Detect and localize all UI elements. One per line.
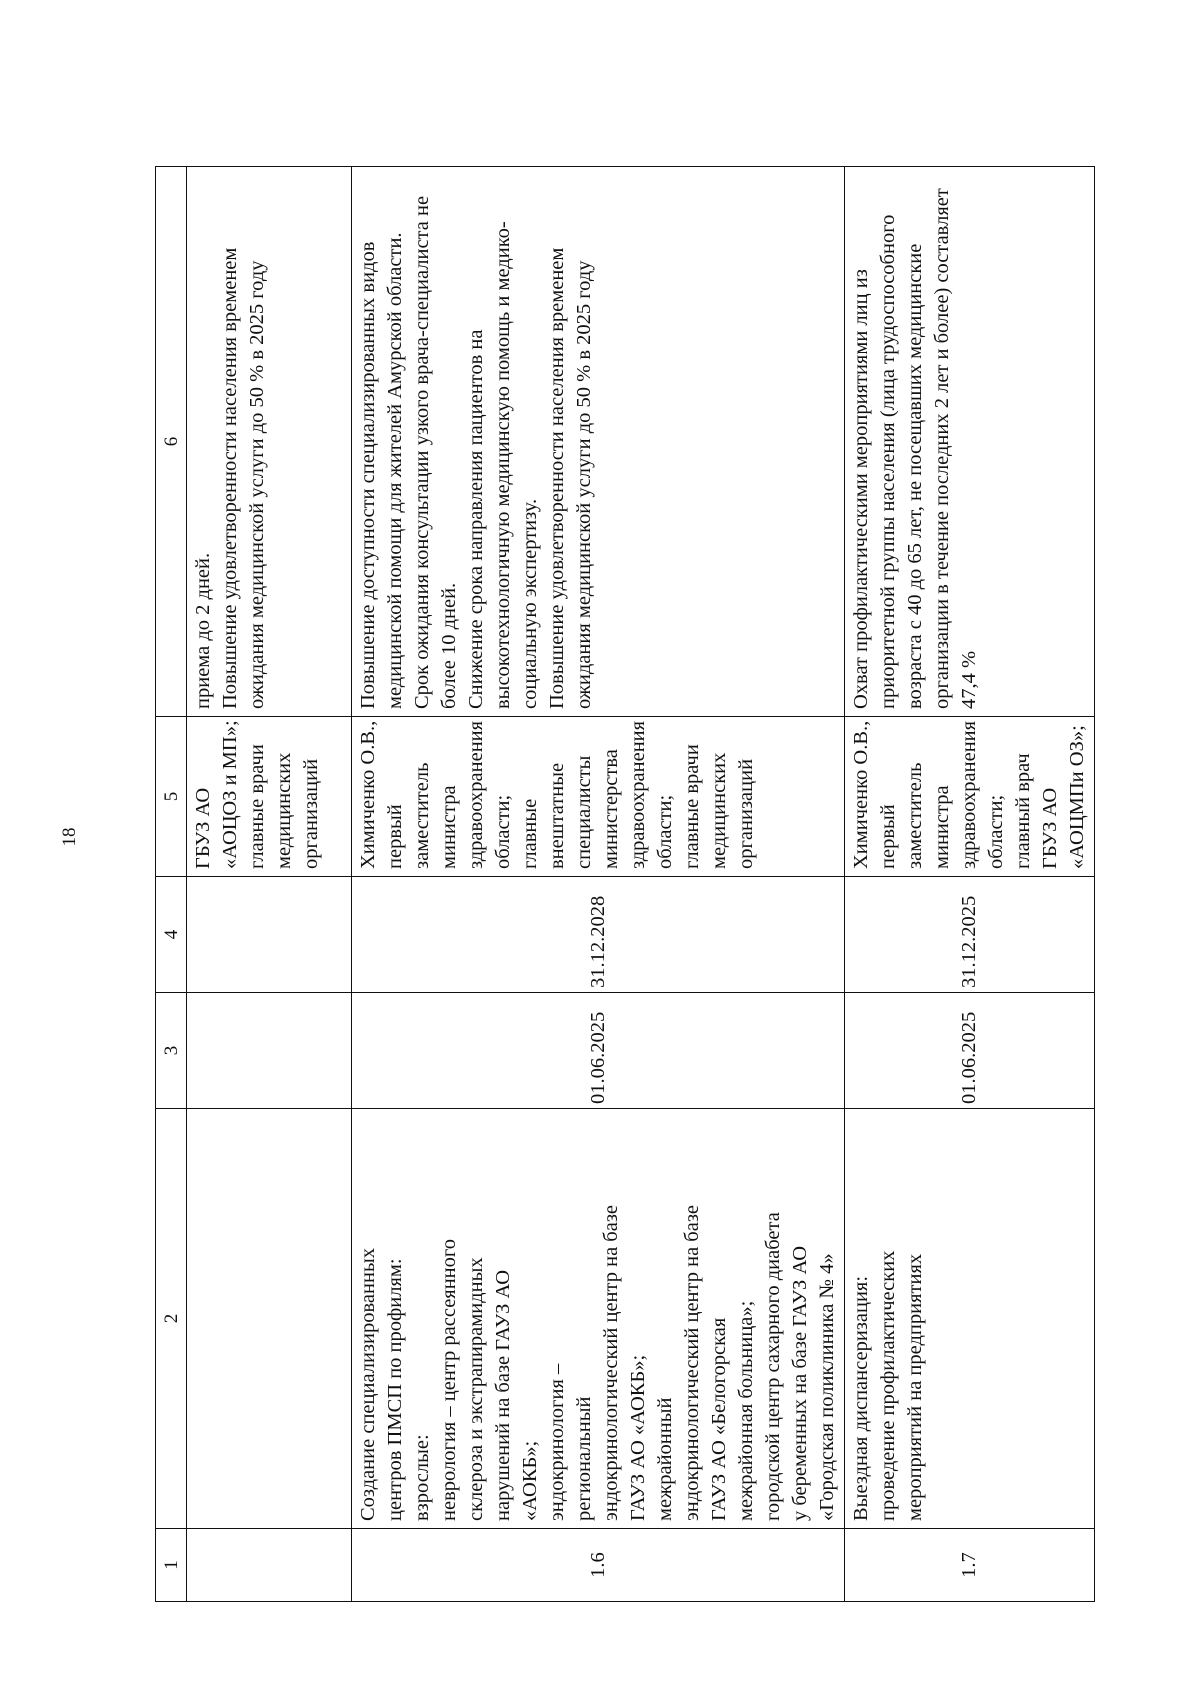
text-line: организаций bbox=[735, 758, 757, 869]
text-line: области; bbox=[985, 794, 1007, 869]
text-line: склероза и экстрапирамидных bbox=[465, 1257, 487, 1521]
text-line: здравоохранения bbox=[627, 720, 649, 869]
text-line: «АОЦМПи ОЗ»; bbox=[1066, 725, 1088, 869]
text-line: взрослые: bbox=[411, 1434, 433, 1521]
page-number: 18 bbox=[59, 827, 80, 847]
text-line: Снижение срока направления пациентов на высокотехнологичную медицинскую помощь и медико-социальную экспертизу. bbox=[465, 221, 541, 709]
result-cell bbox=[352, 167, 845, 717]
text-line: «АОКБ»; bbox=[519, 1440, 541, 1521]
table-row bbox=[352, 167, 845, 1602]
measure-cell bbox=[187, 1109, 352, 1529]
text-line: ГБУЗ АО bbox=[1039, 787, 1061, 869]
text-line: городской центр сахарного диабета bbox=[762, 1212, 784, 1521]
start-date: 01.06.2025 bbox=[352, 993, 845, 1109]
text-line: ГБУЗ АО bbox=[192, 787, 214, 869]
text-line: министерства bbox=[600, 749, 622, 869]
end-date: 31.12.2025 bbox=[845, 877, 1095, 993]
text-line: мероприятий на предприятиях bbox=[904, 1253, 926, 1521]
header-row bbox=[156, 167, 187, 1602]
text-line: эндокринологический центр на базе bbox=[600, 1204, 622, 1521]
text-line: министра bbox=[438, 785, 460, 869]
header-cell: 1 bbox=[156, 1529, 187, 1602]
start-date: 01.06.2025 bbox=[845, 993, 1095, 1109]
header-cell: 4 bbox=[156, 877, 187, 993]
row-number: 1.7 bbox=[845, 1529, 1095, 1602]
row-number bbox=[187, 1529, 352, 1602]
text-line: области; bbox=[654, 794, 676, 869]
text-line: ГАУЗ АО «Белогорская bbox=[708, 1317, 730, 1521]
text-line: главный врач bbox=[1012, 753, 1034, 869]
header-cell: 6 bbox=[156, 167, 187, 717]
text-line: межрайонная больница»; bbox=[735, 1300, 757, 1521]
text-line: главные врачи bbox=[681, 744, 703, 869]
row-number: 1.6 bbox=[352, 1529, 845, 1602]
text-line: Химиченко О.В., bbox=[850, 720, 872, 869]
text-line: министра bbox=[931, 785, 953, 869]
responsible-cell bbox=[187, 717, 352, 877]
measure-cell bbox=[352, 1109, 845, 1529]
result-cell bbox=[187, 167, 352, 717]
result-cell bbox=[845, 167, 1095, 717]
text-line: Охват профилактическими мероприятиями лиц из приоритетной группы населения (лица трудоспособного возраста с 40 до 65 лет, не посещавших медицинские организации в течение последних 2 лет и более) составляет 47,4 % bbox=[850, 188, 980, 709]
text-line: организаций bbox=[300, 758, 322, 869]
text-line: здравоохранения bbox=[958, 720, 980, 869]
header-cell: 5 bbox=[156, 717, 187, 877]
text-line: нарушений на базе ГАУЗ АО bbox=[492, 1269, 514, 1521]
text-line: межрайонный bbox=[654, 1397, 676, 1521]
text-line: приема до 2 дней. bbox=[192, 552, 214, 709]
text-line: заместитель bbox=[904, 762, 926, 869]
end-date bbox=[187, 877, 352, 993]
text-line: «Городская поликлиника № 4» bbox=[816, 1253, 838, 1521]
header-cell: 3 bbox=[156, 993, 187, 1109]
table-row bbox=[187, 167, 352, 1602]
text-line: эндокринологический центр на базе bbox=[681, 1204, 703, 1521]
table-row bbox=[845, 167, 1095, 1602]
text-line: Выездная диспансеризация: bbox=[850, 1275, 872, 1521]
text-line: Химиченко О.В., bbox=[357, 720, 379, 869]
measure-cell bbox=[845, 1109, 1095, 1529]
text-line: проведение профилактических bbox=[877, 1250, 899, 1521]
responsible-cell bbox=[352, 717, 845, 877]
text-line: медицинских bbox=[273, 752, 295, 869]
text-line: внештатные bbox=[546, 762, 568, 869]
text-line: области; bbox=[492, 794, 514, 869]
text-line: «АОЦОЗ и МП»; bbox=[219, 720, 241, 869]
text-line: центров ПМСП по профилям: bbox=[384, 1258, 406, 1521]
text-line: медицинских bbox=[708, 752, 730, 869]
text-line: неврология – центр рассеянного bbox=[438, 1238, 460, 1521]
text-line: Создание специализированных bbox=[357, 1248, 379, 1521]
responsible-cell bbox=[845, 717, 1095, 877]
text-line: Срок ожидания консультации узкого врача-специалиста не более 10 дней. bbox=[411, 195, 460, 709]
text-line: ГАУЗ АО «АОКБ»; bbox=[627, 1354, 649, 1521]
text-line: главные bbox=[519, 798, 541, 869]
text-line: специалисты bbox=[573, 755, 595, 869]
text-line: эндокринология – bbox=[546, 1363, 568, 1521]
text-line: первый bbox=[877, 804, 899, 869]
text-line: главные врачи bbox=[246, 744, 268, 869]
plan-table bbox=[155, 166, 1095, 1602]
text-line: здравоохранения bbox=[465, 720, 487, 869]
text-line: региональный bbox=[573, 1396, 595, 1521]
text-line: у беременных на базе ГАУЗ АО bbox=[789, 1245, 811, 1521]
start-date bbox=[187, 993, 352, 1109]
header-cell: 2 bbox=[156, 1109, 187, 1529]
text-line: Повышение доступности специализированных видов медицинской помощи для жителей Амурской области. bbox=[357, 232, 406, 709]
text-line: первый bbox=[384, 804, 406, 869]
text-line: Повышение удовлетворенности населения временем ожидания медицинской услуги до 50 % в 2025 году bbox=[219, 247, 268, 709]
end-date: 31.12.2028 bbox=[352, 877, 845, 993]
text-line: заместитель bbox=[411, 762, 433, 869]
text-line: Повышение удовлетворенности населения временем ожидания медицинской услуги до 50 % в 2025 году bbox=[546, 247, 595, 709]
rotated-page bbox=[155, 167, 1088, 1602]
